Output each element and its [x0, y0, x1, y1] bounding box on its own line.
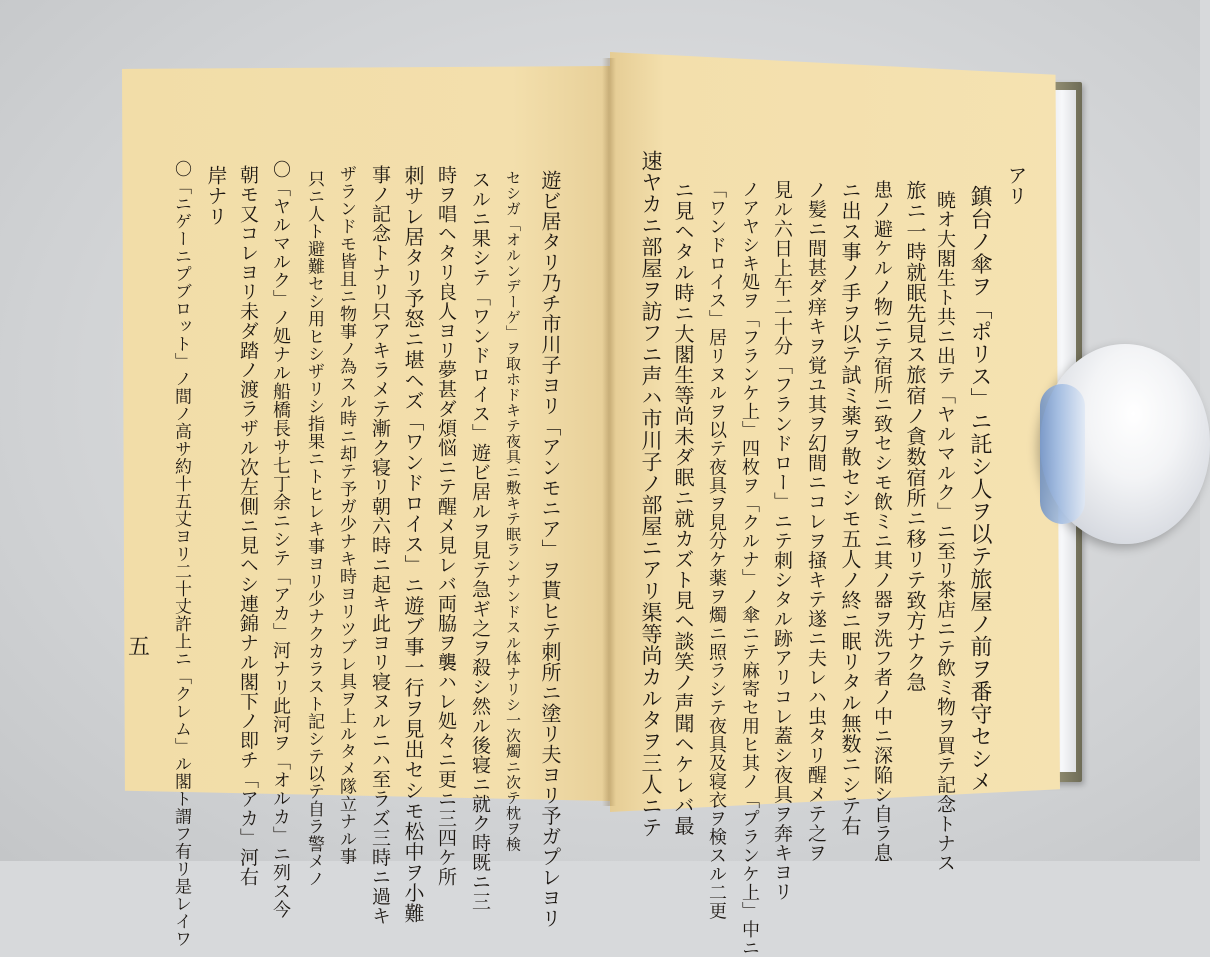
right-page-column: 患ノ避ケルノ物ニテ宿所ニ致セシモ飲ミニ其ノ器ヲ洗フ者ノ中ニ深陥シ自ラ息 [871, 180, 893, 863]
left-page-column: 事ノ記念トナリ只アキラメテ漸ク寝リ朝六時ニ起キ此ヨリ寝ヌルニハ至ラズ三時ニ過キ [369, 165, 391, 926]
left-page-column: 時ヲ唱ヘタリ良人ヨリ夢甚ダ煩悩ニテ醒メ見レバ両脇ヲ襲ハレ処々ニ更ニ三四ケ所 [435, 165, 457, 887]
page-number: 五 [128, 635, 151, 660]
left-page-column: 〇「ヤルマルク」ノ処ナル船橋長サ七丁余ニシテ「アカ」河ナリ此河ヲ「オルカ」ニ列ス今 [270, 160, 291, 919]
right-page-column: ノアヤシキ処ヲ「フランケ上」四枚ヲ「クルナ」ノ傘ニテ麻寄セ用ヒ其ノ「プランケ上」中ニ [739, 180, 760, 957]
book-gutter [602, 58, 616, 806]
left-page-column: セシガ「オルンデーゲ」ヲ取ホドキテ夜具ニ敷キテ眠ランナンドスル体ナリシ一次燭ニ次テ枕ヲ検 [504, 170, 522, 852]
right-page-column: 鎮台ノ傘ヲ「ポリス」ニ託シ人ヲ以テ旅屋ノ前ヲ番守セシメ [967, 185, 992, 793]
right-page-column: ノ髪ニ間甚ダ痒キヲ覚ユ其ヲ幻間ニコレヲ掻キテ遂ニ夫レハ虫タリ醒メテ之ヲ [805, 180, 827, 863]
right-page-column: 速ヤカニ部屋ヲ訪フニ声ハ市川子ノ部屋ニアリ渠等尚カルタヲ三人ニテ [639, 150, 663, 838]
left-page-column: スルニ果シテ「ワンドロイス」遊ビ居ルヲ見テ急ギ之ヲ殺シ然ル後寝ニ就ク時既ニ三 [469, 170, 491, 911]
left-page-column: ザランドモ皆且ニ物事ノ為スル時ニ却テ予ガ少ナキ時ヨリツブレ具ヲ上ルタメ隊立ナル事 [336, 165, 356, 865]
left-page-column: 只ニ人ト避難セシ用ヒシザリシ指果ニトヒレキ事ヨリ少ナクカラスト記シテ以テ自ラ警メノ [304, 170, 324, 888]
magnifying-glass [1040, 344, 1210, 544]
left-page-column: 刺サレ居タリ予怒ニ堪ヘズ「ワンドロイス」ニ遊ブ事一行ヲ見出セシモ松中ヲ小難 [401, 165, 425, 924]
right-page-column: 暁オ大閣生ト共ニ出テ「ヤルマルク」ニ至リ茶店ニテ飲ミ物ヲ買テ記念トナス [934, 190, 956, 873]
left-page-column: 遊ビ居タリ乃チ市川子ヨリ「アンモニア」ヲ貰ヒテ刺所ニ塗リ夫ヨリ予ガプレヨリ [538, 170, 562, 929]
right-page-column: アリ [1004, 165, 1028, 206]
right-page-column: 見ル六日上午二十分「フランドロー」ニテ刺シタル跡アリコレ蓋シ夜具ヲ奔キヨリ [771, 180, 793, 902]
left-page-column: 朝モ又コレヨリ未ダ踏ノ渡ラザル次左側ニ見ヘシ連錦ナル閣下ノ即チ「アカ」河右 [237, 165, 259, 887]
left-page-column: 〇「ニゲーニプブロット」ノ間ノ高サ約十五丈ヨリ二十丈許上ニ「クレム」ル閣ト謂フ有リ是レイワ [171, 160, 191, 948]
right-page-column: 旅ニ一時就眠先見ス旅宿ノ貪数宿所ニ移リテ致方ナク急 [903, 180, 927, 693]
magnifier-rim [1040, 384, 1085, 524]
left-page-column: 岸ナリ [204, 165, 228, 227]
right-page-column: 「ワンドロイス」居リヌルヲ以テ夜具ヲ見分ケ薬ヲ燭ニ照ラシテ夜具及寝衣ヲ検スル二更 [706, 180, 727, 920]
right-page-column: ニ出ス事ノ手ヲ以テ試ミ薬ヲ散セシモ五人ノ終ニ眠リタル無数ニシテ右 [838, 180, 862, 836]
left-page [122, 66, 610, 948]
right-page-column: ニ見ヘタル時ニ大閣生等尚未ダ眠ニ就カズト見ヘ談笑ノ声聞ヘケレバ最 [671, 180, 695, 836]
